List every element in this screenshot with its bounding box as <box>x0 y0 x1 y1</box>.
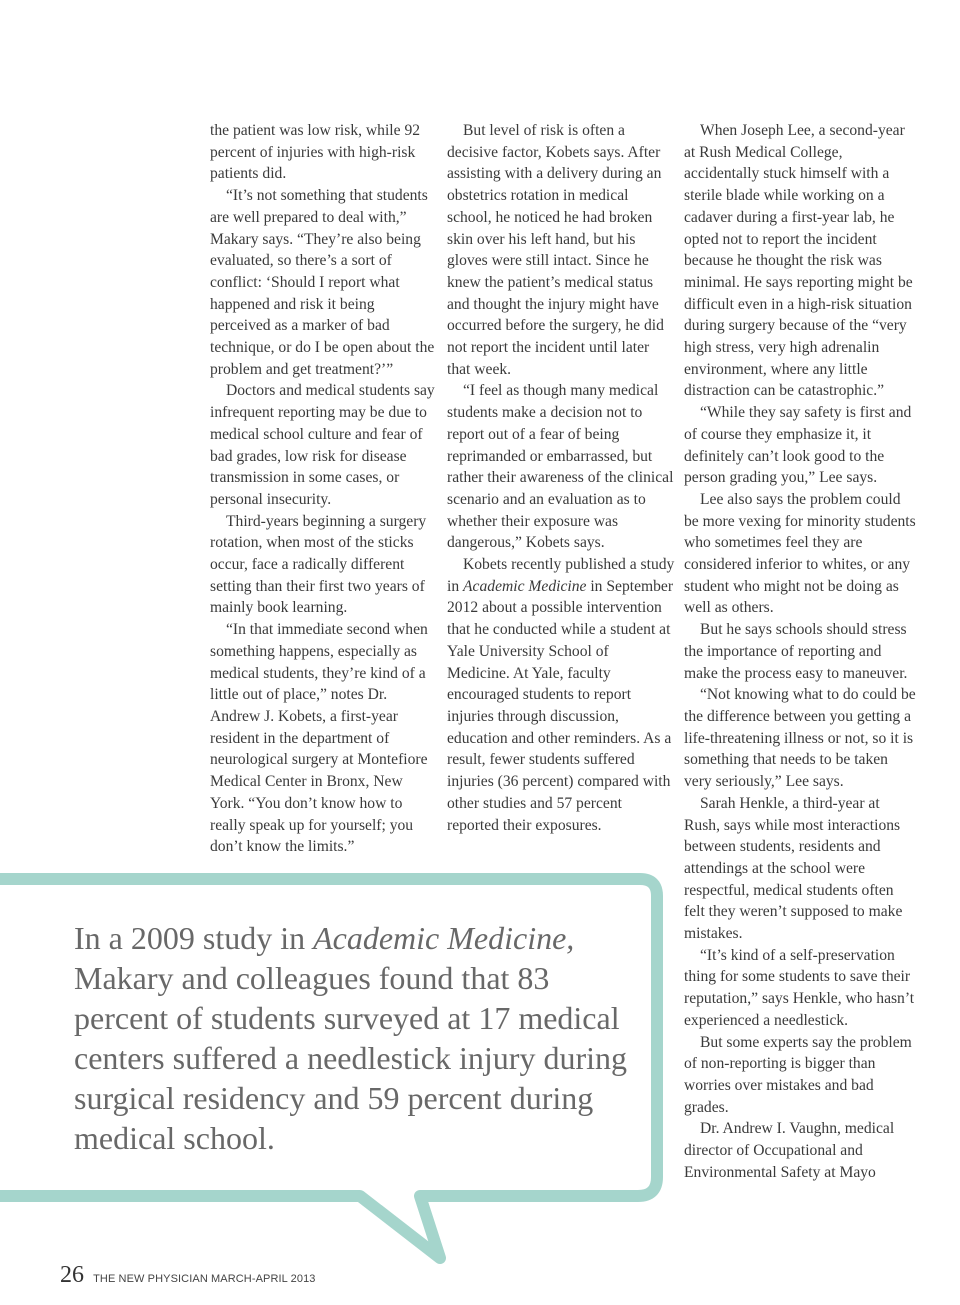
paragraph-text: in September 2012 about a possible intervention that he conducted while a student at Yale University School of Medicine. At Yale, faculty encouraged students to report injuries through discussion, education and other reminders. As a result, fewer students suffered injuries (36 percent) compared with other studies and 57 percent reported their exposures. <box>447 577 674 834</box>
pull-quote-text: In a 2009 study in <box>74 920 314 956</box>
paragraph: Dr. Andrew I. Vaughn, medical director of Occupational and Environmental Safety at Mayo <box>684 1120 895 1181</box>
paragraph: When Joseph Lee, a second-year at Rush Medical College, accidentally stuck himself with a sterile blade while working on a cadaver during a first-year lab, he opted not to report the incident because he thought the risk was minimal. He says reporting might be difficult even in a high-risk situation during surgery because of the “very high stress, very high adrenalin environment, where any little distraction can be catastrophic.” <box>684 122 913 400</box>
article-column-2 <box>447 120 675 836</box>
pull-quote-journal: Academic Medicine, <box>313 920 575 956</box>
journal-title: Academic Medicine <box>463 577 587 595</box>
paragraph: “While they say safety is first and of course they emphasize it, it definitely can’t look good to the person grading you,” Lee says. <box>684 404 912 487</box>
paragraph: Lee also says the problem could be more vexing for minority students who sometimes feel they are considered inferior to whites, or any student who might not be doing as well as others. <box>684 490 916 617</box>
paragraph: Doctors and medical students say infrequent reporting may be due to medical school culture and fear of bad grades, low risk for disease transmission in some cases, or personal insecurity. <box>210 382 435 508</box>
paragraph: But some experts say the problem of non-reporting is bigger than worries over mistakes and bad grades. <box>684 1033 912 1116</box>
article-column-1 <box>210 120 435 858</box>
paragraph: Sarah Henkle, a third-year at Rush, says while most interactions between students, residents and attendings at the school were respectful, medical students often felt they weren’t supposed to make mistakes. <box>684 794 903 943</box>
magazine-issue: THE NEW PHYSICIAN MARCH-APRIL 2013 <box>93 1273 316 1285</box>
paragraph: Third-years beginning a surgery rotation, when most of the sticks occur, face a radically different setting than their first two years of mainly book learning. <box>210 512 427 617</box>
paragraph: “Not knowing what to do could be the difference between you getting a life-threatening illness or not, so it is something that needs to be taken very seriously,” Lee says. <box>684 686 916 791</box>
paragraph: the patient was low risk, while 92 percent of injuries with high-risk patients did. <box>210 122 421 183</box>
paragraph: But level of risk is often a decisive factor, Kobets says. After assisting with a delivery during an obstetrics rotation in medical school, he noticed he had broken skin over his left hand, but his gloves were still intact. Since he knew the patient’s medical status and thought the injury might have occurred before the surgery, he did not report the incident until later that week. <box>447 122 664 378</box>
page-number: 26 <box>60 1262 84 1288</box>
pull-quote-text: Makary and colleagues found that 83 percent of students surveyed at 17 medical centers suffered a needlestick injury during surgical residency and 59 percent during medical school. <box>74 960 627 1156</box>
paragraph: “I feel as though many medical students make a decision not to report out of a fear of being reprimanded or embarrassed, but rather their awareness of the clinical scenario and an evaluation as to whether their exposure was dangerous,” Kobets says. <box>447 382 674 552</box>
paragraph: “It’s not something that students are well prepared to deal with,” Makary says. “They’re also being evaluated, so there’s a sort of conflict: ‘Should I report what happened and risk it being perceived as a marker of bad technique, or do I be open about the problem and get treatment?’” <box>210 187 435 378</box>
article-column-3 <box>684 120 916 1183</box>
paragraph: “In that immediate second when something happens, especially as medical students, they’re kind of a little out of place,” notes Dr. Andrew J. Kobets, a first-year resident in the department of neurological surgery at Montefiore Medical Center in Bronx, New York. “You don’t know how to really speak up for yourself; you don’t know the limits.” <box>210 621 428 856</box>
paragraph: “It’s kind of a self-preservation thing for some students to save their reputation,” says Henkle, who hasn’t experienced a needlestick. <box>684 946 915 1029</box>
paragraph-text: Kobets recently published a study in <box>447 556 675 595</box>
page-footer <box>60 1262 316 1289</box>
paragraph <box>447 554 675 836</box>
pull-quote <box>74 918 634 1158</box>
paragraph: But he says schools should stress the importance of reporting and make the process easy to maneuver. <box>684 621 908 682</box>
